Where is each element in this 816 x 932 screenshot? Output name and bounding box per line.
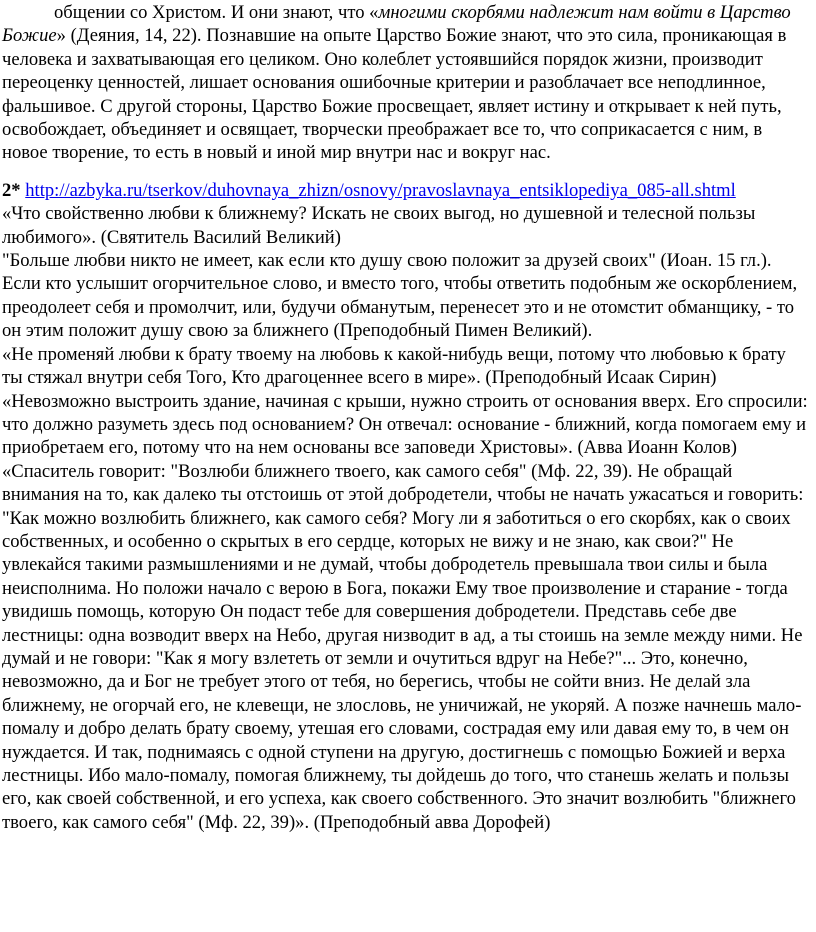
footnote-link[interactable]: http://azbyka.ru/tserkov/duhovnaya_zhizn/osnovy/pravoslavnaya_entsiklopediya_085-all.shtml xyxy=(25,179,736,201)
footnote-line xyxy=(2,179,810,202)
quote-isaac: «Не променяй любви к брату твоему на любовь к какой-нибудь вещи, потому что любовью к брату ты стяжал внутри себя Того, Кто драгоценнее всего в мире». (Преподобный Исаак Сирин) xyxy=(2,343,786,389)
quote-john-kolov: «Невозможно выстроить здание, начиная с крыши, нужно строить от основания вверх. Его спросили: что должно разуметь здесь под основанием? Он отвечал: основание - ближний, когда помогаем ему и приобретаем его, потому что на нем основаны все заповеди Христовы». (Авва Иоанн Колов) xyxy=(2,390,808,459)
quote-poemen: "Больше любви никто не имеет, как если кто душу свою положит за друзей своих" (Иоан. 15 гл.). Если кто услышит огорчительное слово, и вместо того, чтобы ответить подобным же оскорблением, преодолеет себя и промолчит, или, будучи обманутым, перенесет это и не отомстит обманщику, - то он этим положит душу свою за ближнего (Преподобный Пимен Великий). xyxy=(2,250,798,342)
intro-paragraph xyxy=(2,1,810,165)
quotes-list xyxy=(2,202,810,834)
footnote-section xyxy=(2,179,810,834)
quote-basil: «Что свойственно любви к ближнему? Искать не своих выгод, но душевной и телесной пользы любимого». (Святитель Василий Великий) xyxy=(2,203,756,248)
footnote-number: 2* xyxy=(2,179,21,201)
quote-dorotheus: «Спаситель говорит: "Возлюби ближнего твоего, как самого себя" (Мф. 22, 39). Не обращай внимания на то, как далеко ты отстоишь от этой добродетели, чтобы не начать ужасаться и говорить: "Как можно возлюбить ближнего, как самого себя? Могу ли я заботиться о его скорбях, как о своих собственных, и особенно о скрытых в его сердце, которых не вижу и не знаю, как свои?" Не увлекайся такими размышлениями и не думай, чтобы добродетель превышала твои силы и была неисполнима. Но положи начало с верою в Бога, покажи Ему твое произволение и старание - тогда увидишь помощь, которую Он подаст тебе для совершения добродетели. Представь себе две лестницы: одна возводит вверх на Небо, другая низводит в ад, а ты стоишь на земле между ними. Не думай и не говори: "Как я могу взлететь от земли и очутиться вдруг на Небе?"... Это, конечно, невозможно, да и Бог не требует этого от тебя, но берегись, чтобы не сойти вниз. Не делай зла ближнему, не огорчай его, не клевещи, не злословь, не уничижай, не укоряй. А позже начнешь мало-помалу и добро делать брату своему, утешая его словами, сострадая ему или давая ему то, в чем он нуждается. И так, поднимаясь с одной ступени на другую, достигнешь с помощью Божией и верха лестницы. Ибо мало-помалу, помогая ближнему, ты дойдешь до того, что станешь желать и пользы его, как своей собственной, и его успеха, как своего собственного. Это значит возлюбить "ближнего твоего, как самого себя" (Мф. 22, 39)». (Преподобный авва Дорофей) xyxy=(2,460,804,833)
intro-text-start: общении со Христом. И они знают, что « xyxy=(54,2,379,23)
intro-text-end: » (Деяния, 14, 22). Познавшие на опыте Царство Божие знают, что это сила, проникающая в человека и захватывающая его целиком. Оно колеблет устоявшийся порядок жизни, производит переоценку ценностей, лишает основания ошибочные критерии и разоблачает все неподлинное, фальшивое. С другой стороны, Царство Божие просвещает, являет истину и открывает к ней путь, освобождает, объединяет и освящает, творчески преображает все то, что соприкасается с ним, в новое творение, то есть в новый и иной мир внутри нас и вокруг нас. xyxy=(2,25,787,164)
intro-italic-quote: многими скорбями надлежит нам войти в Царство Божие xyxy=(2,2,791,47)
